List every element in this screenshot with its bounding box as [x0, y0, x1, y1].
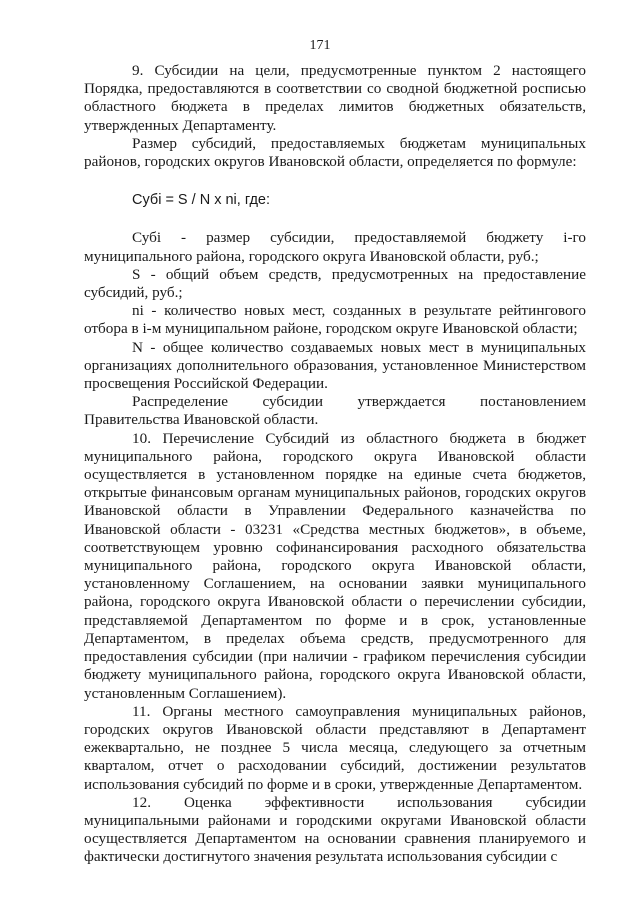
paragraph-distribution: Распределение субсидии утверждается постановлением Правительства Ивановской области. [84, 393, 586, 429]
definition-ni: ni - количество новых мест, созданных в результате рейтингового отбора в i-м муниципальном районе, городском округе Ивановской области; [84, 302, 586, 338]
definition-subi: Субi - размер субсидии, предоставляемой бюджету i-го муниципального района, городского округа Ивановской области, руб.; [84, 229, 586, 265]
paragraph-subsidy-size: Размер субсидий, предоставляемых бюджетам муниципальных районов, городских округов Ивановской области, определяется по формуле: [84, 134, 586, 171]
paragraph-10: 10. Перечисление Субсидий из областного бюджета в бюджет муниципального района, городского округа Ивановской области осуществляется в установленном порядке на единые счета бюджетов, открытые финансовым органам муниципальных районов, городских округов Ивановской области в Управлении Федерального казначейства по Ивановской области - 03231 «Средства местных бюджетов», в объеме, соответствующем уровню софинансирования расходного обязательства муниципального района, городского округа Ивановской области, установленному Соглашением, на основании заявки муниципального района, городского округа Ивановской области о перечислении субсидии, представляемой Департаментом по форме и в срок, установленные Департаментом, в пределах объема средств, предусмотренного для предоставления субсидии (при наличии - графиком перечисления субсидии бюджету муниципального района, городского округа Ивановской области, установленным Соглашением). [84, 429, 586, 702]
paragraph-11: 11. Органы местного самоуправления муниципальных районов, городских округов Ивановской области представляют в Департамент ежеквартально, не позднее 5 числа месяца, следующего за отчетным кварталом, отчет о расходовании субсидий, достижении результатов использования субсидий по форме и в сроки, утвержденные Департаментом. [84, 702, 586, 793]
paragraph-12: 12. Оценка эффективности использования субсидии муниципальными районами и городскими округами Ивановской области осуществляется Департаментом на основании сравнения планируемого и фактически достигнутого значения результата использования субсидии с [84, 793, 586, 866]
formula: Субi = S / N x ni, где: [132, 192, 271, 209]
definition-s: S - общий объем средств, предусмотренных на предоставление субсидий, руб.; [84, 265, 586, 302]
definition-n: N - общее количество создаваемых новых мест в муниципальных организациях дополнительного образования, установленное Министерством просвещения Российской Федерации. [84, 338, 586, 393]
document-body [84, 62, 586, 867]
paragraph-9: 9. Субсидии на цели, предусмотренные пунктом 2 настоящего Порядка, предоставляются в соответствии со сводной бюджетной росписью областного бюджета в пределах лимитов бюджетных обязательств, утвержденных Департаменту. [84, 62, 586, 134]
page-number: 171 [309, 38, 331, 53]
